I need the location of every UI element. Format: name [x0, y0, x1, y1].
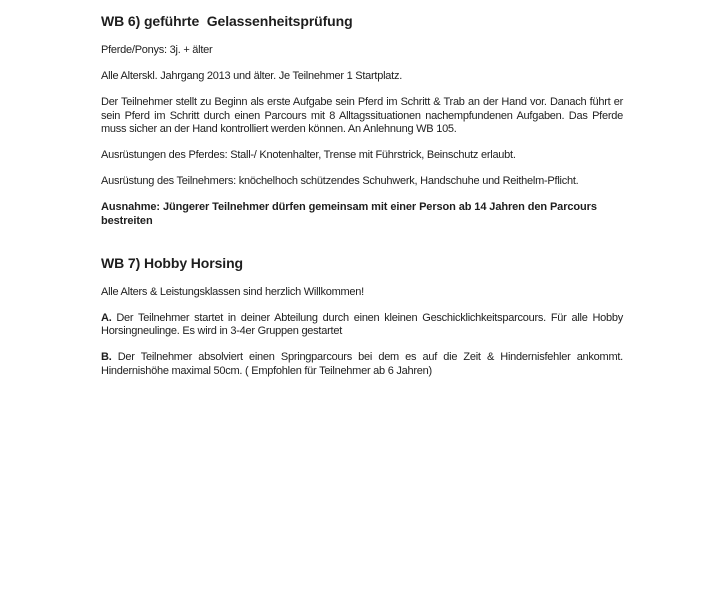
wb6-exception-paragraph: Ausnahme: Jüngerer Teilnehmer dürfen gemeinsam mit einer Person ab 14 Jahren den Parcours bestreiten [101, 201, 597, 227]
wb7-item-a [101, 312, 623, 338]
wb6-horse-equipment-line: Ausrüstungen des Pferdes: Stall-/ Knotenhalter, Trense mit Führstrick, Beinschutz erlaubt. [101, 149, 516, 162]
wb6-participant-equipment-line: Ausrüstung des Teilnehmers: knöchelhoch schützendes Schuhwerk, Handschuhe und Reithelm-Pflicht. [101, 175, 579, 188]
wb6-heading: WB 6) geführte Gelassenheitsprüfung [101, 13, 353, 29]
wb7-item-b-text: Der Teilnehmer absolviert einen Springparcours bei dem es auf die Zeit & Hindernisfehler ankommt. Hindernishöhe maximal 50cm. ( Empfohlen für Teilnehmer ab 6 Jahren) [101, 351, 623, 377]
wb7-heading: WB 7) Hobby Horsing [101, 254, 243, 271]
wb7-item-b [101, 351, 623, 377]
wb7-item-a-label: A. [101, 312, 112, 325]
wb7-item-b-label: B. [101, 351, 112, 364]
section-wb6 [101, 13, 623, 228]
document-text-column [101, 13, 623, 378]
wb6-age-classes-line: Alle Alterskl. Jahrgang 2013 und älter. Je Teilnehmer 1 Startplatz. [101, 70, 403, 83]
wb7-item-a-text: Der Teilnehmer startet in deiner Abteilung durch einen kleinen Geschicklichkeitsparcours. Für alle Hobby Horsingneulinge. Es wird in 3-4er Gruppen gestartet [101, 312, 623, 338]
wb6-horses-ponies-line: Pferde/Ponys: 3j. + älter [101, 44, 213, 56]
wb7-welcome-line: Alle Alters & Leistungsklassen sind herzlich Willkommen! [101, 285, 364, 298]
section-wb7 [101, 255, 623, 378]
wb6-description-paragraph: Der Teilnehmer stellt zu Beginn als erste Aufgabe sein Pferd im Schritt & Trab an der Hand vor. Danach führt er sein Pferd im Schritt durch einen Parcours mit 8 Alltagssituationen nachempfundenen Aufgaben. Das Pferde muss sicher an der Hand kontrolliert werden können. An Anlehnung WB 105. [101, 96, 623, 135]
